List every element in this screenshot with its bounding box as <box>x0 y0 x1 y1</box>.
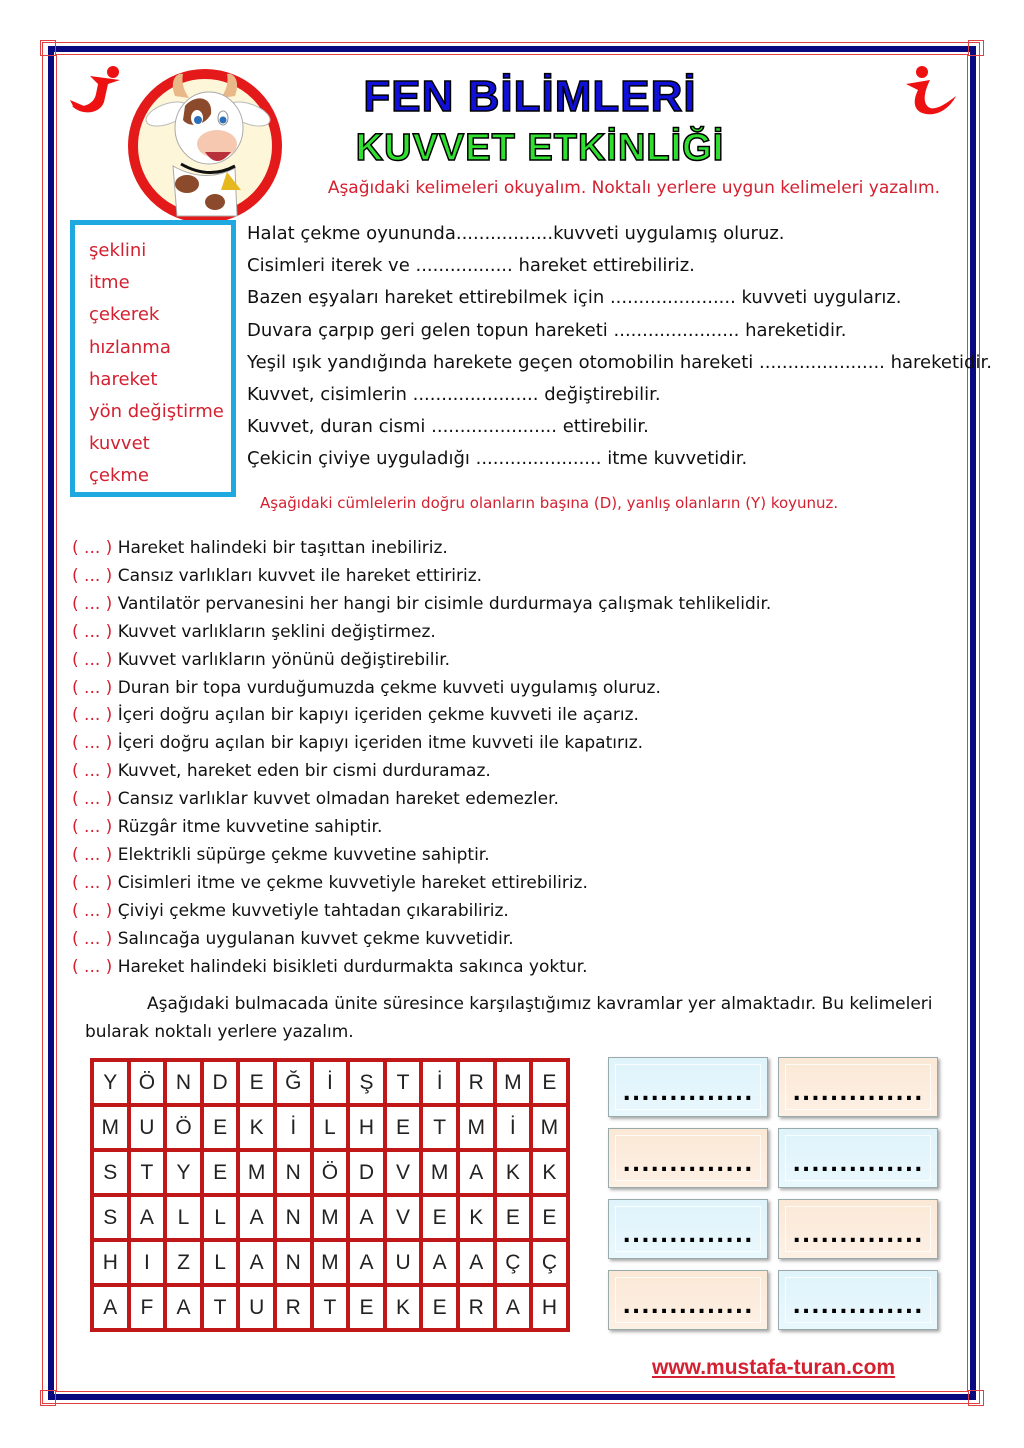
true-false-item <box>72 563 952 591</box>
answer-blank[interactable]: ( ... ) <box>72 900 113 921</box>
answer-blank[interactable]: ( ... ) <box>72 593 113 614</box>
true-false-item <box>72 898 952 926</box>
answer-blank[interactable]: ( ... ) <box>72 928 113 949</box>
answer-blank[interactable]: ( ... ) <box>72 649 113 670</box>
puzzle-instruction-line2: bularak noktalı yerlere yazalım. <box>85 1022 354 1042</box>
grid-cell[interactable]: R <box>458 1060 495 1105</box>
grid-cell[interactable]: N <box>275 1150 312 1195</box>
grid-cell[interactable]: Ö <box>165 1105 202 1150</box>
grid-cell[interactable]: M <box>312 1195 349 1240</box>
statement-text: Cansız varlıkları kuvvet ile hareket ettiririz. <box>117 565 483 586</box>
fill-blank-sentence[interactable]: Kuvvet, cisimlerin ...................... değiştirebilir. <box>247 384 661 406</box>
statement-text: Kuvvet, hareket eden bir cismi durduramaz. <box>117 761 491 782</box>
statement-text: Vantilatör pervanesini her hangi bir cisimle durdurmaya çalışmak tehlikelidir. <box>117 593 772 614</box>
grid-cell[interactable]: U <box>129 1105 166 1150</box>
grid-cell[interactable]: Y <box>165 1150 202 1195</box>
statement-text: İçeri doğru açılan bir kapıyı içeriden itme kuvveti ile kapatırız. <box>117 733 644 754</box>
answer-box[interactable] <box>778 1057 938 1117</box>
answer-box[interactable] <box>778 1270 938 1330</box>
fill-blank-instruction: Aşağıdaki kelimeleri okuyalım. Noktalı yerlere uygun kelimeleri yazalım. <box>327 178 940 198</box>
grid-cell[interactable]: E <box>348 1285 385 1330</box>
word-search-grid <box>90 1058 570 1332</box>
grid-cell[interactable]: E <box>421 1285 458 1330</box>
grid-cell[interactable]: M <box>92 1105 129 1150</box>
puzzle-instruction <box>85 990 955 1046</box>
grid-cell[interactable]: L <box>202 1195 239 1240</box>
true-false-item <box>72 786 952 814</box>
grid-cell[interactable]: T <box>312 1285 349 1330</box>
puzzle-instruction-line1: Aşağıdaki bulmacada ünite süresince karşılaştığımız kavramlar yer almaktadır. Bu kelimeleri <box>147 994 933 1014</box>
grid-cell[interactable]: T <box>129 1150 166 1195</box>
statement-text: Hareket halindeki bisikleti durdurmakta sakınca yoktur. <box>117 956 588 977</box>
page-subtitle: KUVVET ETKİNLİĞİ <box>355 127 725 169</box>
answer-box[interactable] <box>608 1057 768 1117</box>
statement-text: Duran bir topa vurduğumuzda çekme kuvveti uygulamış oluruz. <box>117 677 661 698</box>
grid-cell[interactable]: L <box>202 1240 239 1285</box>
grid-row <box>92 1285 568 1330</box>
grid-cell[interactable]: K <box>238 1105 275 1150</box>
statement-text: Hareket halindeki bir taşıttan inebiliriz. <box>117 538 448 558</box>
grid-cell[interactable]: Y <box>92 1060 129 1105</box>
grid-cell[interactable]: K <box>531 1150 568 1195</box>
grid-cell[interactable]: N <box>165 1060 202 1105</box>
answer-box-dots: .............. <box>622 1152 754 1177</box>
grid-row <box>92 1105 568 1150</box>
true-false-item <box>72 954 952 982</box>
statement-text: Cisimleri itme ve çekme kuvvetiyle hareket ettirebiliriz. <box>117 872 588 893</box>
grid-cell[interactable]: İ <box>275 1105 312 1150</box>
page-title: FEN BİLİMLERİ <box>363 72 697 121</box>
grid-cell[interactable]: T <box>202 1285 239 1330</box>
cow-mascot-icon <box>125 66 285 221</box>
true-false-item <box>72 535 952 563</box>
grid-cell[interactable]: L <box>312 1105 349 1150</box>
answer-blank[interactable]: ( ... ) <box>72 733 113 754</box>
word-bank-item: itme <box>89 272 130 294</box>
grid-cell[interactable]: Ö <box>312 1150 349 1195</box>
answer-blank[interactable]: ( ... ) <box>72 956 113 977</box>
grid-cell[interactable]: A <box>129 1195 166 1240</box>
grid-cell[interactable]: A <box>348 1240 385 1285</box>
word-bank-item: hareket <box>89 368 158 390</box>
answer-box-dots: .............. <box>622 1223 754 1248</box>
grid-cell[interactable]: A <box>421 1240 458 1285</box>
answer-box-dots: .............. <box>792 1223 924 1248</box>
true-false-item <box>72 814 952 842</box>
grid-cell[interactable]: Z <box>165 1240 202 1285</box>
grid-cell[interactable]: H <box>92 1240 129 1285</box>
statement-text: Kuvvet varlıkların şeklini değiştirmez. <box>117 621 436 642</box>
grid-cell[interactable]: V <box>385 1150 422 1195</box>
grid-row <box>92 1150 568 1195</box>
true-false-item <box>72 870 952 898</box>
word-bank-item: yön değiştirme <box>89 401 224 423</box>
statement-text: Çiviyi çekme kuvvetiyle tahtadan çıkarabiliriz. <box>117 900 509 921</box>
grid-row <box>92 1195 568 1240</box>
grid-cell[interactable]: A <box>238 1195 275 1240</box>
frame-corner <box>40 1390 56 1406</box>
grid-cell[interactable]: E <box>202 1150 239 1195</box>
answer-box[interactable] <box>608 1270 768 1330</box>
grid-cell[interactable]: M <box>312 1240 349 1285</box>
grid-cell[interactable]: Ş <box>348 1060 385 1105</box>
answer-box-dots: .............. <box>792 1081 924 1106</box>
word-bank-item: çekerek <box>89 304 160 326</box>
grid-cell[interactable]: E <box>531 1060 568 1105</box>
grid-cell[interactable]: E <box>495 1195 532 1240</box>
true-false-instruction: Aşağıdaki cümlelerin doğru olanların başına (D), yanlış olanların (Y) koyunuz. <box>260 494 839 512</box>
grid-cell[interactable]: A <box>348 1195 385 1240</box>
frame-corner <box>40 40 56 56</box>
grid-cell[interactable]: M <box>238 1150 275 1195</box>
word-bank-item: çekme <box>89 465 150 487</box>
grid-cell[interactable]: T <box>421 1105 458 1150</box>
grid-row <box>92 1240 568 1285</box>
frame-corner <box>968 1390 984 1406</box>
word-bank-item: hızlanma <box>89 336 171 358</box>
grid-cell[interactable]: S <box>92 1150 129 1195</box>
statement-text: Cansız varlıklar kuvvet olmadan hareket edemezler. <box>117 789 559 810</box>
grid-cell[interactable]: R <box>458 1285 495 1330</box>
word-bank-item: kuvvet <box>89 433 150 455</box>
fill-blank-sentence[interactable]: Cisimleri iterek ve ................. hareket ettirebiliriz. <box>247 255 695 277</box>
grid-cell[interactable]: İ <box>421 1060 458 1105</box>
grid-cell[interactable]: E <box>202 1105 239 1150</box>
true-false-item <box>72 702 952 730</box>
grid-cell[interactable]: T <box>385 1060 422 1105</box>
grid-cell[interactable]: E <box>421 1195 458 1240</box>
grid-cell[interactable]: M <box>495 1060 532 1105</box>
statement-text: Rüzgâr itme kuvvetine sahiptir. <box>117 817 383 838</box>
answer-blank[interactable]: ( ... ) <box>72 789 113 810</box>
grid-cell[interactable]: K <box>495 1150 532 1195</box>
answer-blank[interactable]: ( ... ) <box>72 705 113 726</box>
grid-cell[interactable]: Ö <box>129 1060 166 1105</box>
answer-blank[interactable]: ( ... ) <box>72 817 113 838</box>
grid-cell[interactable]: U <box>385 1240 422 1285</box>
answer-blank[interactable]: ( ... ) <box>72 761 113 782</box>
grid-cell[interactable]: R <box>275 1285 312 1330</box>
word-bank-item: şeklini <box>89 240 147 261</box>
fill-blank-list <box>247 218 992 476</box>
statement-text: İçeri doğru açılan bir kapıyı içeriden çekme kuvveti ile açarız. <box>117 705 639 726</box>
answer-blank[interactable]: ( ... ) <box>72 565 113 586</box>
grid-cell[interactable]: İ <box>495 1105 532 1150</box>
answer-box[interactable] <box>608 1128 768 1188</box>
grid-cell[interactable]: A <box>458 1150 495 1195</box>
fill-blank-sentence[interactable]: Halat çekme oyununda.................kuvveti uygulamış oluruz. <box>247 223 785 244</box>
answer-box[interactable] <box>778 1128 938 1188</box>
grid-cell[interactable]: E <box>385 1105 422 1150</box>
grid-cell[interactable]: H <box>531 1285 568 1330</box>
answer-box-dots: .............. <box>622 1081 754 1106</box>
grid-cell[interactable]: S <box>92 1195 129 1240</box>
grid-cell[interactable]: M <box>421 1150 458 1195</box>
grid-cell[interactable]: N <box>275 1195 312 1240</box>
fill-blank-sentence[interactable]: Bazen eşyaları hareket ettirebilmek için ...................... kuvveti uygularız. <box>247 287 902 309</box>
website-link[interactable]: www.mustafa-turan.com <box>652 1356 896 1379</box>
answer-blank[interactable]: ( ... ) <box>72 677 113 698</box>
answer-blank[interactable]: ( ... ) <box>72 538 113 558</box>
grid-cell[interactable]: A <box>458 1240 495 1285</box>
true-false-item <box>72 591 952 619</box>
grid-cell[interactable]: M <box>458 1105 495 1150</box>
true-false-item <box>72 926 952 954</box>
answer-box[interactable] <box>608 1199 768 1259</box>
grid-cell[interactable]: E <box>531 1195 568 1240</box>
grid-cell[interactable]: A <box>92 1285 129 1330</box>
word-bank <box>70 220 236 497</box>
grid-cell[interactable]: Ç <box>531 1240 568 1285</box>
answer-box[interactable] <box>778 1199 938 1259</box>
fill-blank-sentence[interactable]: Çekicin çiviye uyguladığı ...................... itme kuvvetidir. <box>247 448 748 470</box>
true-false-list <box>72 535 952 982</box>
grid-cell[interactable]: A <box>495 1285 532 1330</box>
answer-blank[interactable]: ( ... ) <box>72 844 113 865</box>
grid-cell[interactable]: Ç <box>495 1240 532 1285</box>
answer-blank[interactable]: ( ... ) <box>72 621 113 642</box>
true-false-item <box>72 675 952 703</box>
true-false-item <box>72 842 952 870</box>
answer-blank[interactable]: ( ... ) <box>72 872 113 893</box>
grid-cell[interactable]: V <box>385 1195 422 1240</box>
frame-corner <box>968 40 984 56</box>
grid-cell[interactable]: E <box>238 1060 275 1105</box>
grid-cell[interactable]: D <box>202 1060 239 1105</box>
grid-cell[interactable]: N <box>275 1240 312 1285</box>
true-false-item <box>72 647 952 675</box>
grid-cell[interactable]: İ <box>312 1060 349 1105</box>
grid-cell[interactable]: F <box>129 1285 166 1330</box>
grid-cell[interactable]: K <box>458 1195 495 1240</box>
grid-cell[interactable]: A <box>238 1240 275 1285</box>
grid-cell[interactable]: I <box>129 1240 166 1285</box>
true-false-item <box>72 619 952 647</box>
answer-box-dots: .............. <box>792 1294 924 1319</box>
statement-text: Kuvvet varlıkların yönünü değiştirebilir. <box>117 649 451 670</box>
answer-box-dots: .............. <box>792 1152 924 1177</box>
true-false-item <box>72 758 952 786</box>
grid-cell[interactable]: K <box>385 1285 422 1330</box>
grid-cell[interactable]: M <box>531 1105 568 1150</box>
fill-blank-sentence[interactable]: Kuvvet, duran cismi ...................... ettirebilir. <box>247 416 649 438</box>
grid-row <box>92 1060 568 1105</box>
grid-cell[interactable]: L <box>165 1195 202 1240</box>
grid-cell[interactable]: D <box>348 1150 385 1195</box>
left-logo-icon <box>68 62 128 117</box>
fill-blank-sentence[interactable]: Duvara çarpıp geri gelen topun hareketi ...................... hareketidir. <box>247 319 847 341</box>
fill-blank-sentence[interactable]: Yeşil ışık yandığında harekete geçen otomobilin hareketi ...................... hareketidir. <box>247 351 992 373</box>
grid-cell[interactable]: A <box>165 1285 202 1330</box>
grid-cell[interactable]: U <box>238 1285 275 1330</box>
statement-text: Elektrikli süpürge çekme kuvvetine sahiptir. <box>117 844 490 865</box>
statement-text: Salıncağa uygulanan kuvvet çekme kuvvetidir. <box>117 928 514 949</box>
answer-box-dots: .............. <box>622 1294 754 1319</box>
grid-cell[interactable]: Ğ <box>275 1060 312 1105</box>
grid-cell[interactable]: H <box>348 1105 385 1150</box>
right-logo-icon <box>900 62 960 117</box>
true-false-item <box>72 730 952 758</box>
